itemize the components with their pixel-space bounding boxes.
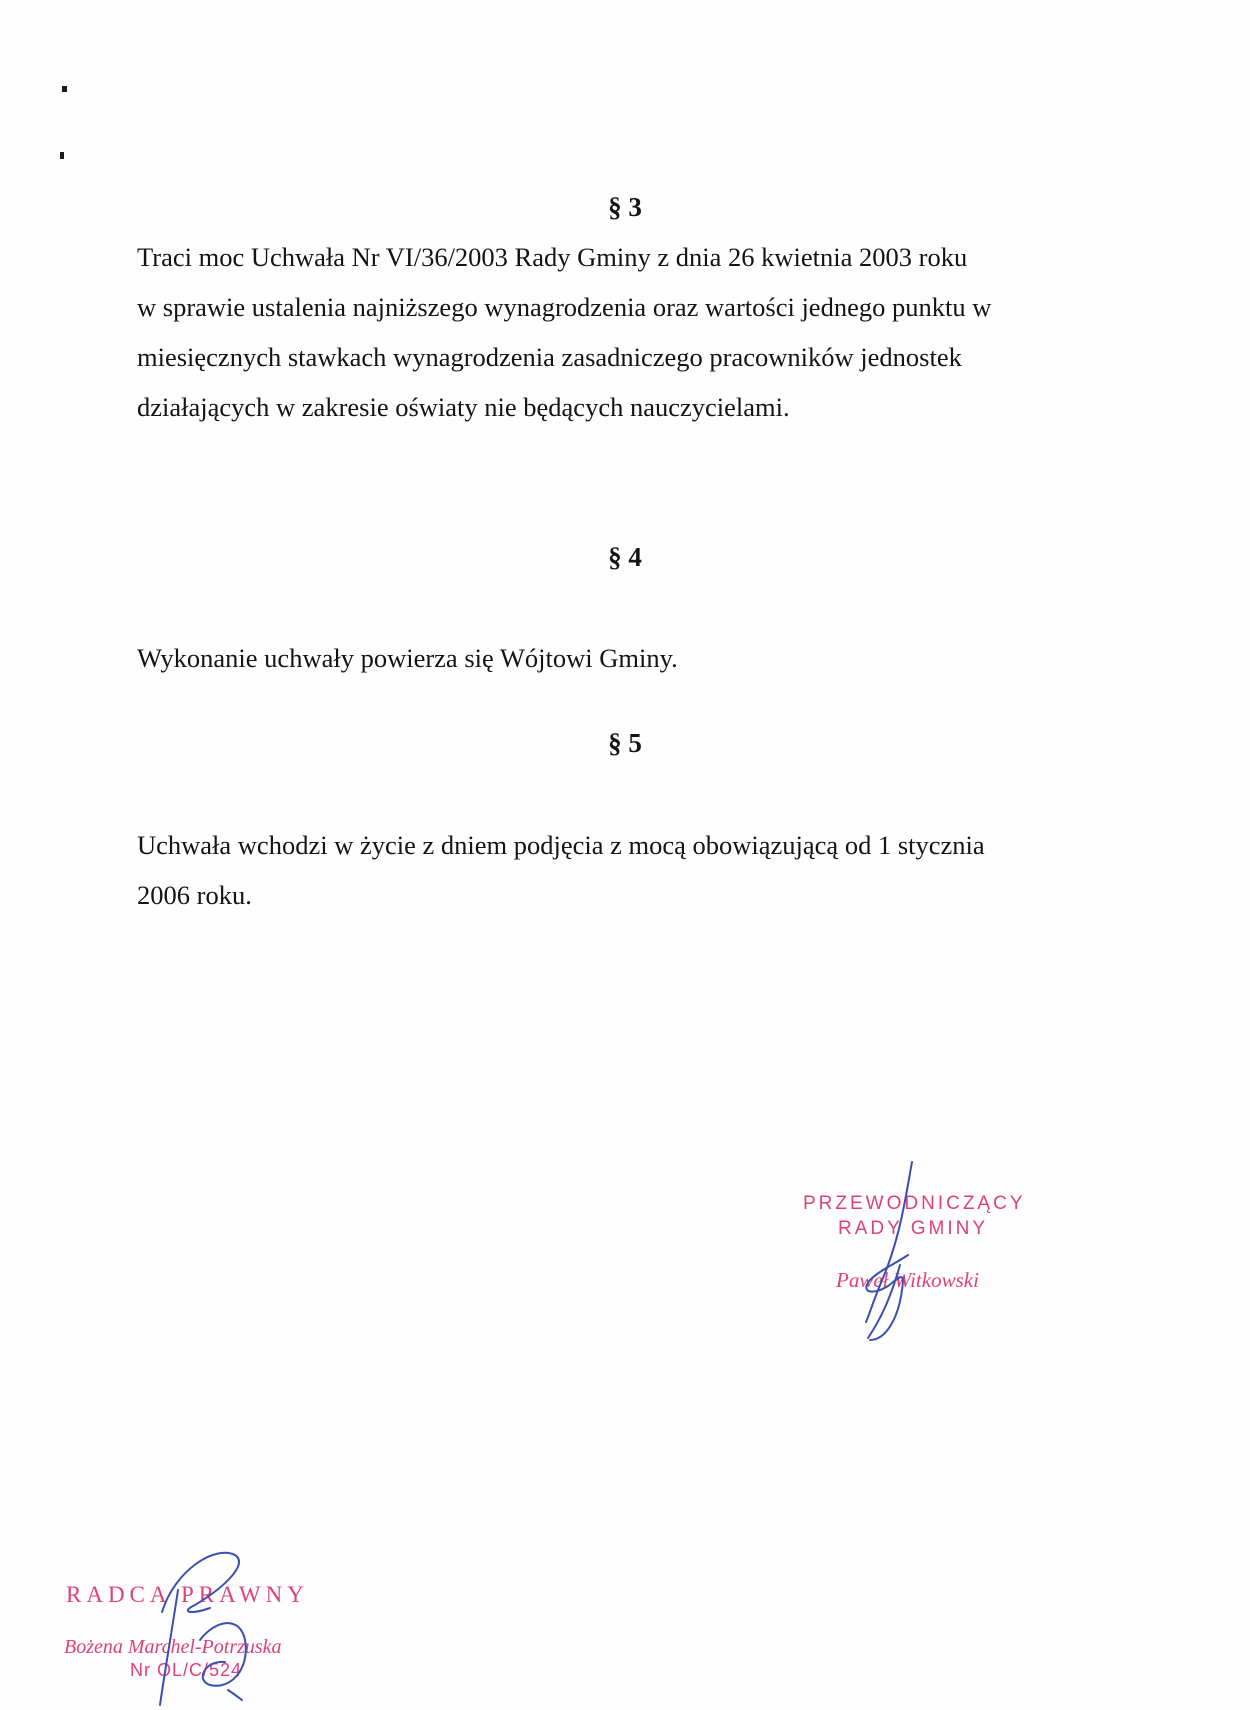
chairman-stamp-council: RADY GMINY — [838, 1218, 989, 1239]
text-line: działających w zakresie oświaty nie będących nauczycielami. — [137, 392, 790, 422]
scan-mark — [62, 86, 67, 92]
text-line: Traci moc Uchwała Nr VI/36/2003 Rady Gminy z dnia 26 kwietnia 2003 roku — [137, 242, 968, 272]
chairman-stamp-name: Paweł Witkowski — [836, 1268, 979, 1292]
legal-stamp-number: Nr OL/C/524 — [130, 1660, 243, 1680]
text-line: 2006 roku. — [137, 880, 252, 910]
section-5-text — [137, 820, 1097, 920]
legal-stamp-title: RADCA PRAWNY — [66, 1582, 309, 1607]
legal-signature-stroke — [228, 1690, 242, 1700]
section-heading-5: § 5 — [608, 728, 642, 758]
text-line: w sprawie ustalenia najniższego wynagrodzenia oraz wartości jednego punktu w — [137, 292, 992, 322]
scan-mark — [60, 152, 64, 159]
section-3-text — [137, 232, 1097, 432]
chairman-signature-stroke — [866, 1162, 912, 1322]
chairman-stamp-title: PRZEWODNICZĄCY — [803, 1193, 1026, 1214]
section-heading-3: § 3 — [608, 192, 642, 222]
section-4-text — [137, 633, 1097, 683]
text-line: Wykonanie uchwały powierza się Wójtowi Gminy. — [137, 643, 678, 673]
text-line: miesięcznych stawkach wynagrodzenia zasadniczego pracowników jednostek — [137, 342, 962, 372]
text-line: Uchwała wchodzi w życie z dniem podjęcia z mocą obowiązującą od 1 stycznia — [137, 830, 985, 860]
legal-stamp-name: Bożena Marchel-Potrzuska — [64, 1636, 282, 1658]
section-heading-4: § 4 — [608, 542, 642, 572]
